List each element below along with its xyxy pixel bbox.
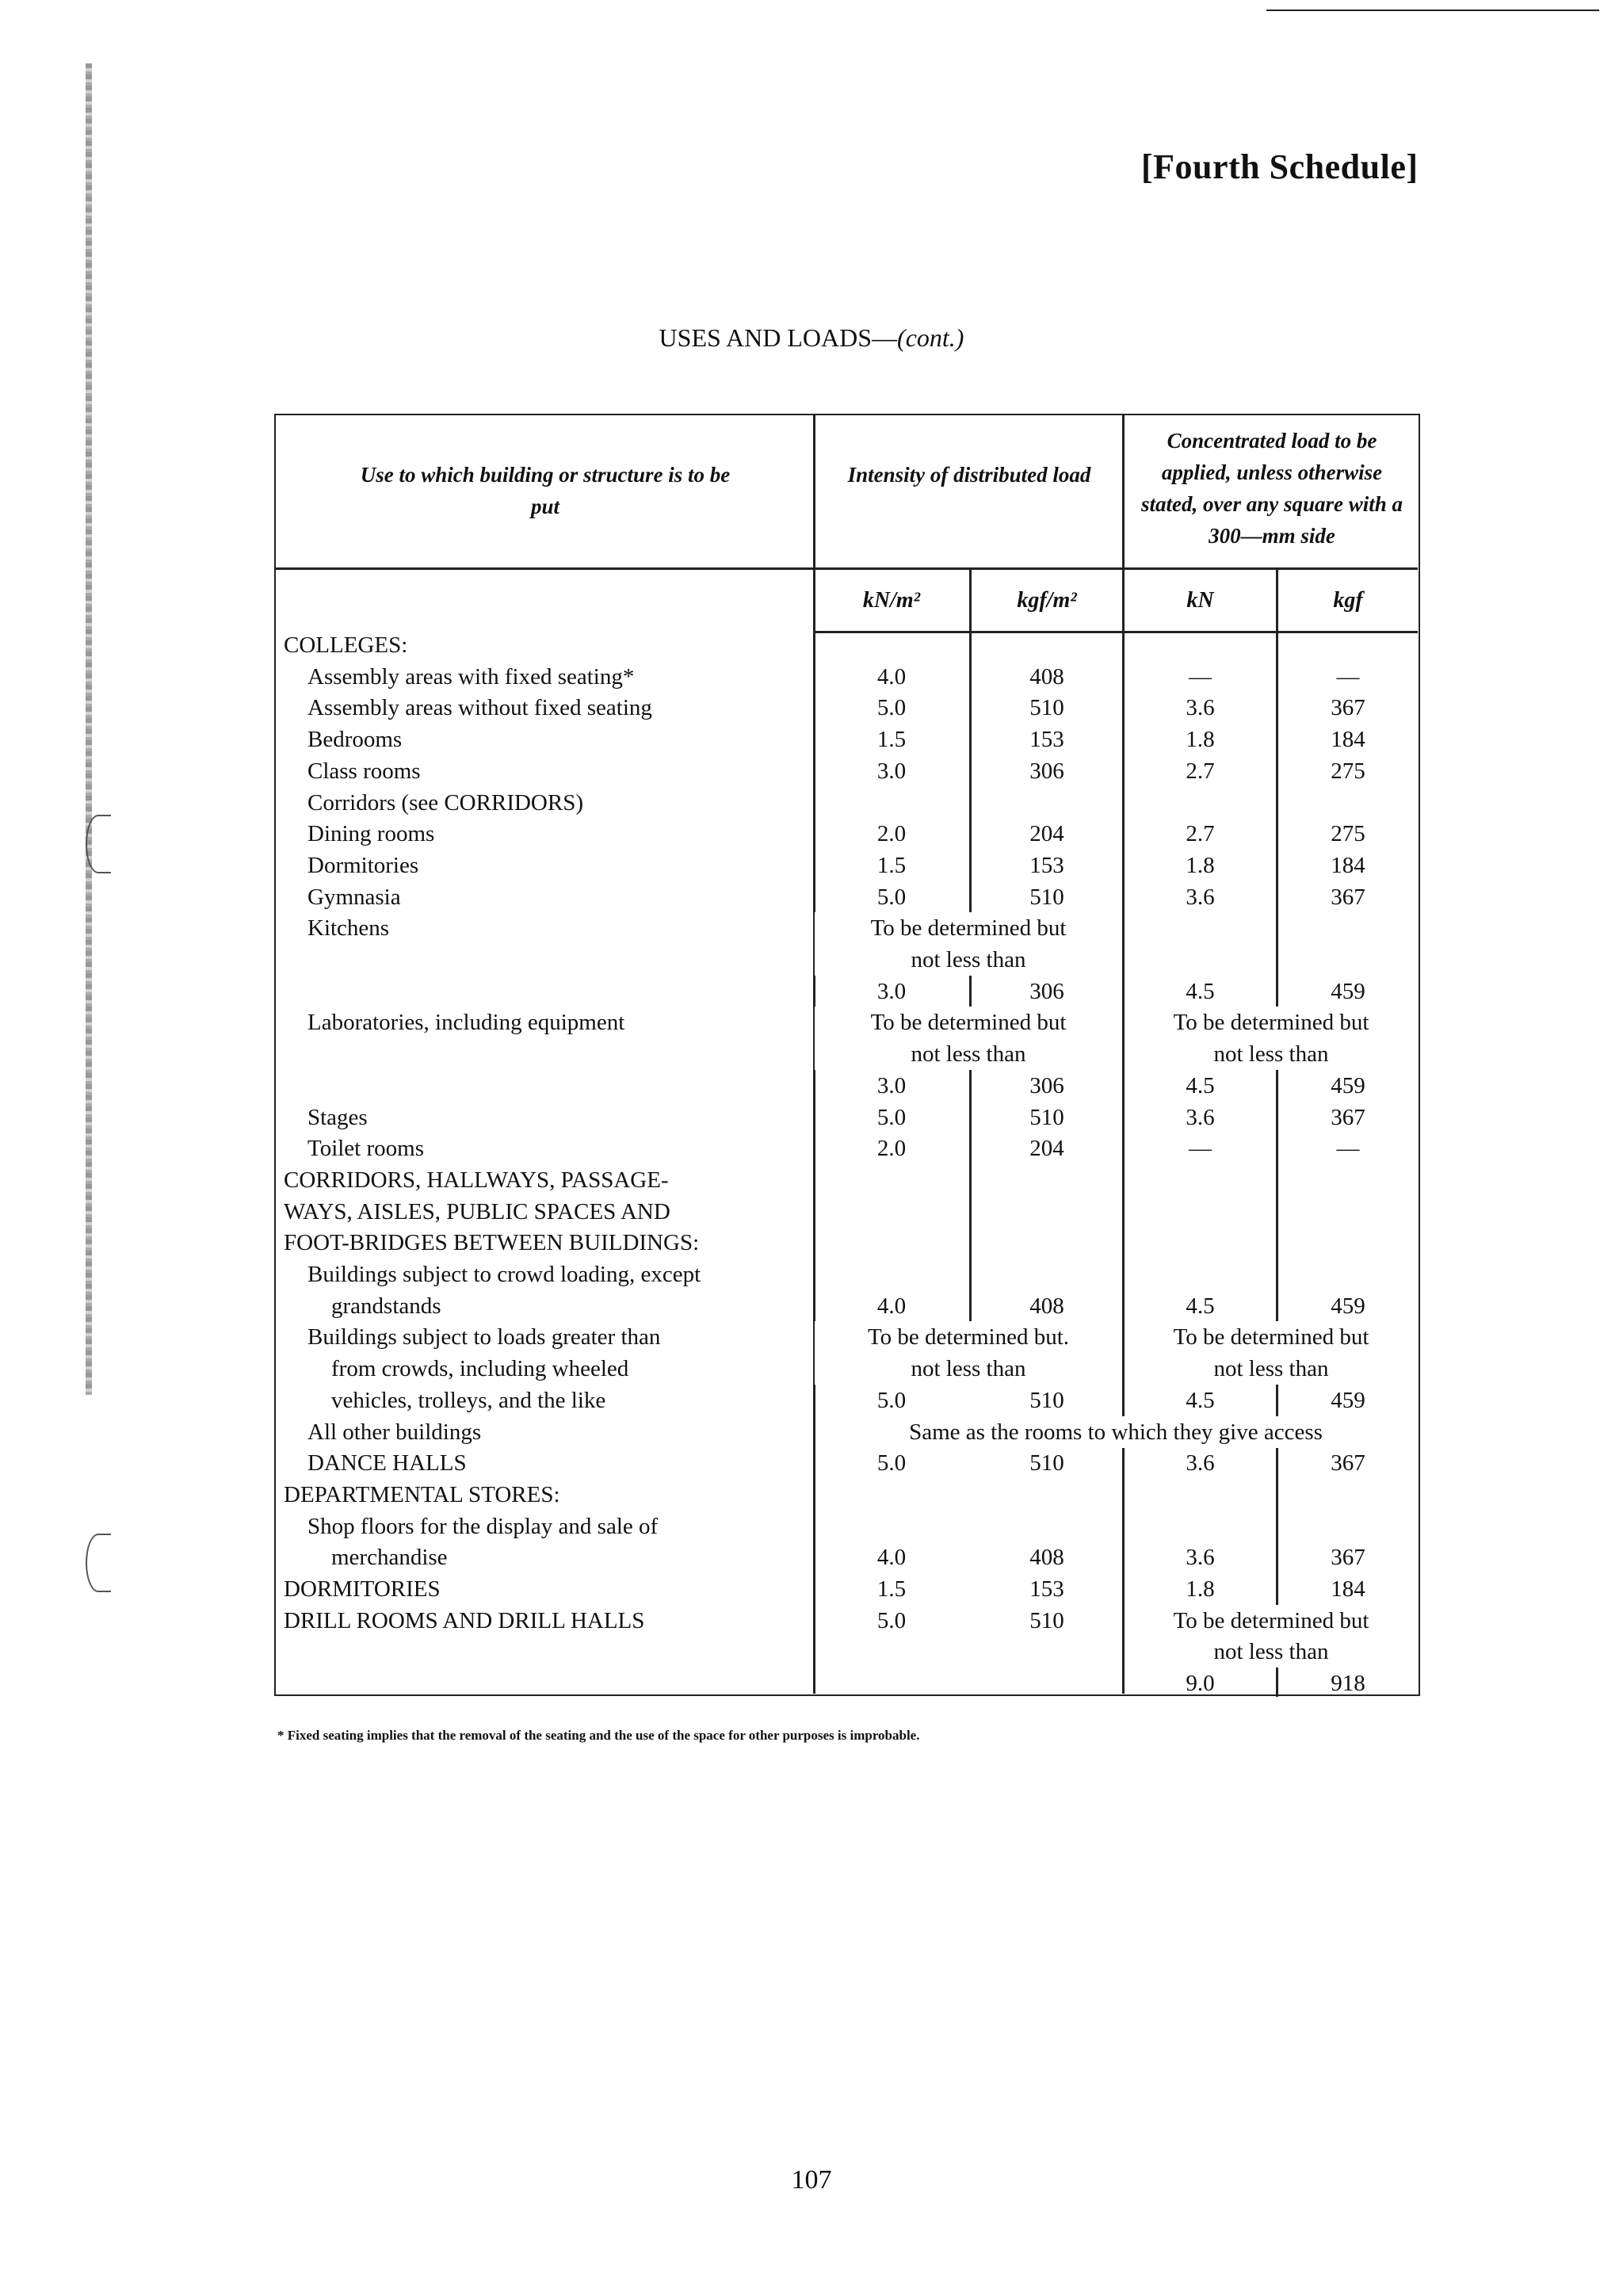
cell-kgf-m2: 204 <box>1029 821 1064 847</box>
loads-table <box>274 414 1420 1696</box>
units-divider <box>813 631 1418 633</box>
row-label: Bedrooms <box>307 727 403 753</box>
cell-kgf: — <box>1336 1136 1360 1162</box>
row-label: CORRIDORS, HALLWAYS, PASSAGE- <box>284 1167 669 1193</box>
row-label: Corridors (see CORRIDORS) <box>307 789 583 816</box>
cell-kgf: 184 <box>1331 852 1365 878</box>
unit-kn: kN <box>1186 588 1214 613</box>
cell-kn-m2: 2.0 <box>876 821 907 847</box>
cell-kn: 1.8 <box>1186 727 1215 753</box>
row-label: DEPARTMENTAL STORES: <box>284 1481 560 1507</box>
concentrated-note: not less than <box>1125 1353 1418 1385</box>
cell-kn-m2: 5.0 <box>876 1387 907 1413</box>
row-label: COLLEGES: <box>284 632 408 658</box>
row-label: FOOT-BRIDGES BETWEEN BUILDINGS: <box>284 1230 700 1256</box>
cell-kn-m2: 4.0 <box>876 1545 907 1571</box>
cell-kn-m2: 5.0 <box>876 695 907 721</box>
cell-kn: 3.6 <box>1186 1450 1215 1477</box>
page-number: 107 <box>791 2165 832 2195</box>
cell-kgf: 918 <box>1331 1671 1365 1697</box>
cell-kgf-m2: 306 <box>1029 978 1064 1004</box>
row-label: All other buildings <box>307 1419 482 1445</box>
table-caption <box>0 323 1623 353</box>
row-label: Buildings subject to crowd loading, except <box>307 1262 701 1287</box>
cell-kgf-m2: 510 <box>1029 1450 1064 1477</box>
distributed-note: To be determined but <box>815 1007 1122 1038</box>
cell-kgf-m2: 153 <box>1029 852 1064 878</box>
cell-kn-m2: 1.5 <box>876 1576 907 1602</box>
concentrated-note: not less than <box>1125 1038 1418 1070</box>
concentrated-note: To be determined but <box>1125 1605 1418 1637</box>
cell-kn: 4.5 <box>1186 1293 1215 1319</box>
cell-kn-m2: 5.0 <box>876 1607 907 1633</box>
row-label: Dormitories <box>307 852 419 878</box>
unit-kgf-m2: kgf/m² <box>1017 588 1077 613</box>
footnote: * Fixed seating implies that the removal of the seating and the use of the space for other purposes is improbable. <box>277 1728 920 1743</box>
row-label: Assembly areas without fixed seating <box>307 695 652 721</box>
header-use: Use to which building or structure is to be put <box>360 463 731 518</box>
cell-kn-m2: 3.0 <box>876 1072 907 1098</box>
cell-kgf: 184 <box>1331 1576 1365 1602</box>
cell-kgf: 275 <box>1331 758 1365 784</box>
cell-kn-m2: 4.0 <box>876 1293 907 1319</box>
cell-kgf: 367 <box>1331 695 1365 721</box>
cell-kn: 4.5 <box>1186 1387 1215 1413</box>
cell-kgf-m2: 510 <box>1029 695 1064 721</box>
cell-kn: — <box>1189 1136 1212 1162</box>
cell-kn: 1.8 <box>1186 852 1215 878</box>
cell-kn-m2: 3.0 <box>876 758 907 784</box>
cell-kgf: 367 <box>1331 884 1365 910</box>
cell-kgf-m2: 408 <box>1029 663 1064 690</box>
cell-kn: 3.6 <box>1186 695 1215 721</box>
row-label: vehicles, trolleys, and the like <box>331 1387 606 1413</box>
cell-kgf-m2: 510 <box>1029 1607 1064 1633</box>
spanning-note: Same as the rooms to which they give access <box>823 1416 1409 1448</box>
cell-kgf: 367 <box>1331 1545 1365 1571</box>
concentrated-note: To be determined but <box>1125 1321 1418 1353</box>
header-distributed: Intensity of distributed load <box>847 463 1091 487</box>
cell-kgf-m2: 153 <box>1029 727 1064 753</box>
cell-kn-m2: 5.0 <box>876 1104 907 1130</box>
cell-kgf-m2: 306 <box>1029 758 1064 784</box>
header-divider <box>276 567 1418 570</box>
caption-cont: (cont.) <box>897 323 964 352</box>
cell-kgf: 459 <box>1331 1072 1365 1098</box>
schedule-title: [Fourth Schedule] <box>1141 147 1419 186</box>
cell-kn: 3.6 <box>1186 1545 1215 1571</box>
distributed-note: To be determined but. <box>815 1321 1122 1353</box>
punch-hole <box>86 1534 111 1592</box>
row-label: Class rooms <box>307 758 421 784</box>
concentrated-note: To be determined but <box>1125 1007 1418 1038</box>
cell-kgf-m2: 306 <box>1029 1072 1064 1098</box>
cell-kgf: 459 <box>1331 1293 1365 1319</box>
cell-kn-m2: 4.0 <box>876 663 907 690</box>
row-label: Gymnasia <box>307 884 401 910</box>
distributed-note: not less than <box>815 1353 1122 1385</box>
cell-kn: — <box>1189 663 1212 690</box>
cell-kn: 4.5 <box>1186 978 1215 1004</box>
cell-kgf-m2: 204 <box>1029 1136 1064 1162</box>
row-label: Stages <box>307 1104 368 1130</box>
cell-kgf-m2: 510 <box>1029 1104 1064 1130</box>
row-label: Shop floors for the display and sale of <box>307 1513 659 1539</box>
cell-kgf-m2: 510 <box>1029 1387 1064 1413</box>
cell-kgf-m2: 408 <box>1029 1545 1064 1571</box>
cell-kn: 2.7 <box>1186 758 1215 784</box>
unit-kgf: kgf <box>1333 588 1363 613</box>
row-label: DANCE HALLS <box>307 1450 467 1477</box>
cell-kgf: 275 <box>1331 821 1365 847</box>
cell-kgf: 459 <box>1331 978 1365 1004</box>
cell-kgf: 367 <box>1331 1450 1365 1477</box>
row-label: DORMITORIES <box>284 1576 441 1602</box>
cell-kn-m2: 5.0 <box>876 1450 907 1477</box>
row-label: WAYS, AISLES, PUBLIC SPACES AND <box>284 1198 670 1224</box>
punch-hole <box>86 815 111 873</box>
cell-kn: 9.0 <box>1186 1671 1215 1697</box>
cell-kn: 1.8 <box>1186 1576 1215 1602</box>
unit-kn-m2: kN/m² <box>862 588 921 613</box>
cell-kn-m2: 5.0 <box>876 884 907 910</box>
header-concentrated: Concentrated load to be applied, unless otherwise stated, over any square with a 300—mm side <box>1140 429 1403 548</box>
cell-kgf: 367 <box>1331 1104 1365 1130</box>
row-label: DRILL ROOMS AND DRILL HALLS <box>284 1607 645 1633</box>
row-label: Toilet rooms <box>307 1136 424 1162</box>
top-rule <box>1266 10 1599 11</box>
distributed-note: not less than <box>815 1038 1122 1070</box>
cell-kgf-m2: 408 <box>1029 1293 1064 1319</box>
cell-kn-m2: 2.0 <box>876 1136 907 1162</box>
scan-binding-edge <box>86 63 92 1395</box>
row-label: Dining rooms <box>307 821 435 847</box>
cell-kgf: 184 <box>1331 727 1365 753</box>
distributed-note: To be determined but <box>815 912 1122 944</box>
row-label: Kitchens <box>307 915 390 942</box>
cell-kn-m2: 3.0 <box>876 978 907 1004</box>
row-label: Buildings subject to loads greater than <box>307 1324 661 1350</box>
row-label: merchandise <box>331 1545 448 1571</box>
concentrated-note: not less than <box>1125 1636 1418 1668</box>
row-label: from crowds, including wheeled <box>331 1356 629 1382</box>
cell-kgf: 459 <box>1331 1387 1365 1413</box>
row-label: grandstands <box>331 1293 441 1319</box>
cell-kgf-m2: 510 <box>1029 884 1064 910</box>
cell-kn: 3.6 <box>1186 884 1215 910</box>
row-label: Assembly areas with fixed seating* <box>307 663 635 690</box>
cell-kn-m2: 1.5 <box>876 852 907 878</box>
cell-kn: 4.5 <box>1186 1072 1215 1098</box>
caption-main: USES AND LOADS— <box>659 323 898 352</box>
row-label: Laboratories, including equipment <box>307 1010 625 1036</box>
distributed-note: not less than <box>815 944 1122 976</box>
cell-kn: 2.7 <box>1186 821 1215 847</box>
cell-kgf: — <box>1336 663 1360 690</box>
cell-kn: 3.6 <box>1186 1104 1215 1130</box>
cell-kn-m2: 1.5 <box>876 727 907 753</box>
cell-kgf-m2: 153 <box>1029 1576 1064 1602</box>
